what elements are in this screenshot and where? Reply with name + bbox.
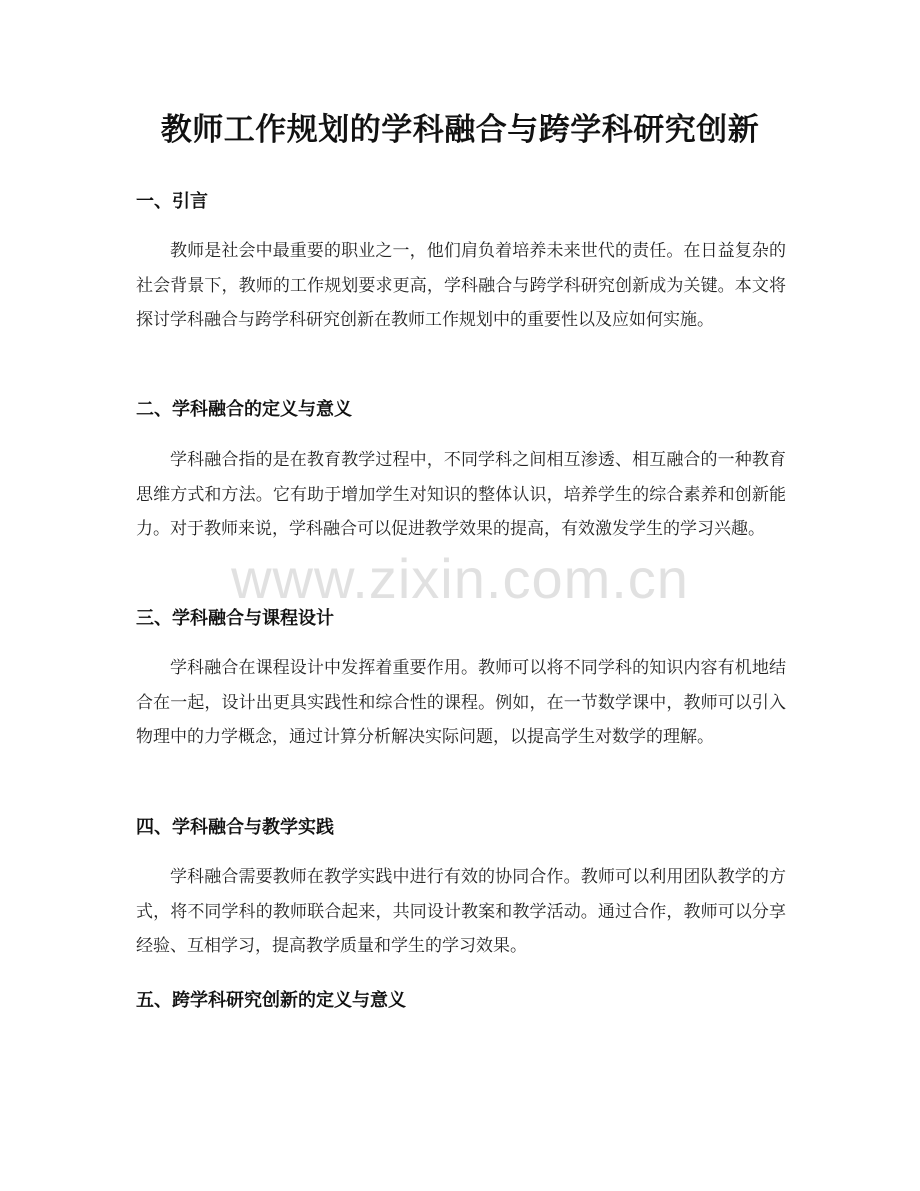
- section-paragraph-intro: 教师是社会中最重要的职业之一，他们肩负着培养未来世代的责任。在日益复杂的社会背景下，教师的工作规划要求更高，学科融合与跨学科研究创新成为关键。本文将探讨学科融合与跨学科研究创新在教师工作规划中的重要性以及应如何实施。: [136, 241, 786, 331]
- section-heading-definition: 二、学科融合的定义与意义: [136, 399, 352, 420]
- section-paragraph-practice: 学科融合需要教师在教学实践中进行有效的协同合作。教师可以利用团队教学的方式，将不同学科的教师联合起来，共同设计教案和教学活动。通过合作，教师可以分享经验、互相学习，提高教学质量和学生的学习效果。: [136, 867, 786, 957]
- watermark: www.zixin.com.cn: [231, 547, 689, 610]
- section-paragraph-definition: 学科融合指的是在教育教学过程中，不同学科之间相互渗透、相互融合的一种教育思维方式和方法。它有助于增加学生对知识的整体认识，培养学生的综合素养和创新能力。对于教师来说，学科融合可以促进教学效果的提高，有效激发学生的学习兴趣。: [136, 450, 786, 540]
- document-title: 教师工作规划的学科融合与跨学科研究创新: [160, 112, 760, 148]
- section-paragraph-curriculum: 学科融合在课程设计中发挥着重要作用。教师可以将不同学科的知识内容有机地结合在一起，设计出更具实践性和综合性的课程。例如，在一节数学课中，教师可以引入物理中的力学概念，通过计算分析解决实际问题，以提高学生对数学的理解。: [136, 658, 786, 748]
- section-heading-practice: 四、学科融合与教学实践: [136, 817, 334, 838]
- section-heading-interdisciplinary: 五、跨学科研究创新的定义与意义: [136, 990, 406, 1011]
- section-heading-intro: 一、引言: [136, 191, 208, 212]
- section-heading-curriculum: 三、学科融合与课程设计: [136, 608, 334, 629]
